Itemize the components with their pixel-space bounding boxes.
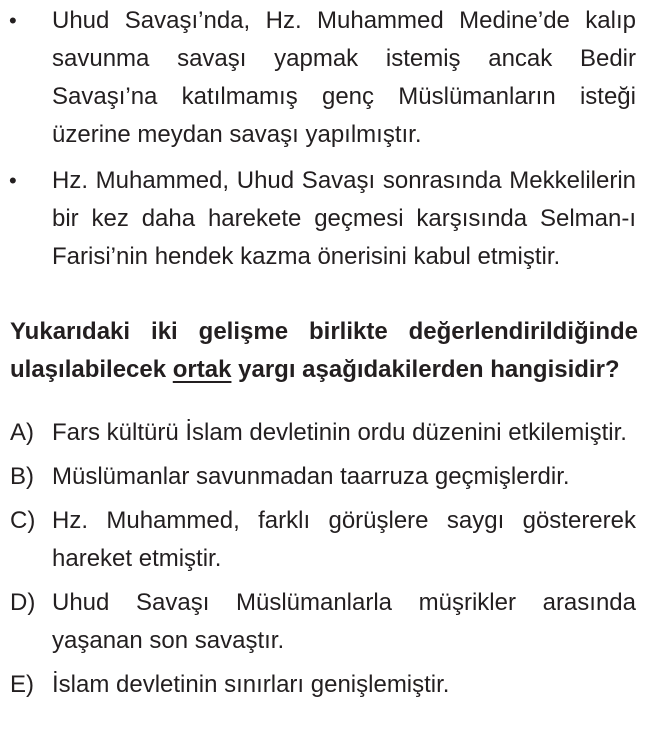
option-c[interactable]	[0, 502, 648, 578]
option-a[interactable]	[0, 414, 648, 452]
premise-item	[0, 162, 648, 276]
question-text-part1: Yukarıdaki iki gelişme birlikte değerlendirildiğinde ulaşılabilecek	[10, 318, 638, 383]
question-emphasis: ortak	[172, 356, 232, 383]
option-d[interactable]	[0, 584, 648, 660]
option-text: Müslümanlar savunmadan taarruza geçmişlerdir.	[52, 463, 570, 490]
option-b[interactable]	[0, 458, 648, 496]
option-letter: B)	[10, 463, 34, 490]
option-letter: C)	[10, 507, 36, 534]
question-text-part2: yargı aşağıdakilerden hangisidir?	[231, 356, 620, 383]
premise-item	[0, 2, 648, 154]
option-text: İslam devletinin sınırları genişlemiştir.	[52, 671, 450, 698]
premise-text: Uhud Savaşı’nda, Hz. Muhammed Medine’de kalıp savunma savaşı yapmak istemiş ancak Bedir Savaşı’na katılmamış genç Müslümanların isteği üzerine meydan savaşı yapılmıştır.	[52, 7, 636, 148]
option-text: Hz. Muhammed, farklı görüşlere saygı göstererek hareket etmiştir.	[52, 507, 636, 572]
option-text: Fars kültürü İslam devletinin ordu düzenini etkilemiştir.	[52, 419, 627, 446]
option-text: Uhud Savaşı Müslümanlarla müşrikler arasında yaşanan son savaştır.	[52, 589, 636, 654]
option-letter: D)	[10, 589, 36, 616]
option-letter: A)	[10, 419, 34, 446]
option-e[interactable]	[0, 666, 648, 704]
premise-list	[0, 2, 648, 284]
premise-text: Hz. Muhammed, Uhud Savaşı sonrasında Mekkelilerin bir kez daha harekete geçmesi karşısında Selman-ı Farisi’nin hendek kazma önerisini kabul etmiştir.	[52, 167, 636, 270]
question-stem	[10, 313, 638, 389]
bullet-icon: •	[9, 8, 17, 33]
option-letter: E)	[10, 671, 34, 698]
bullet-icon: •	[9, 168, 17, 193]
answer-options	[0, 414, 648, 710]
